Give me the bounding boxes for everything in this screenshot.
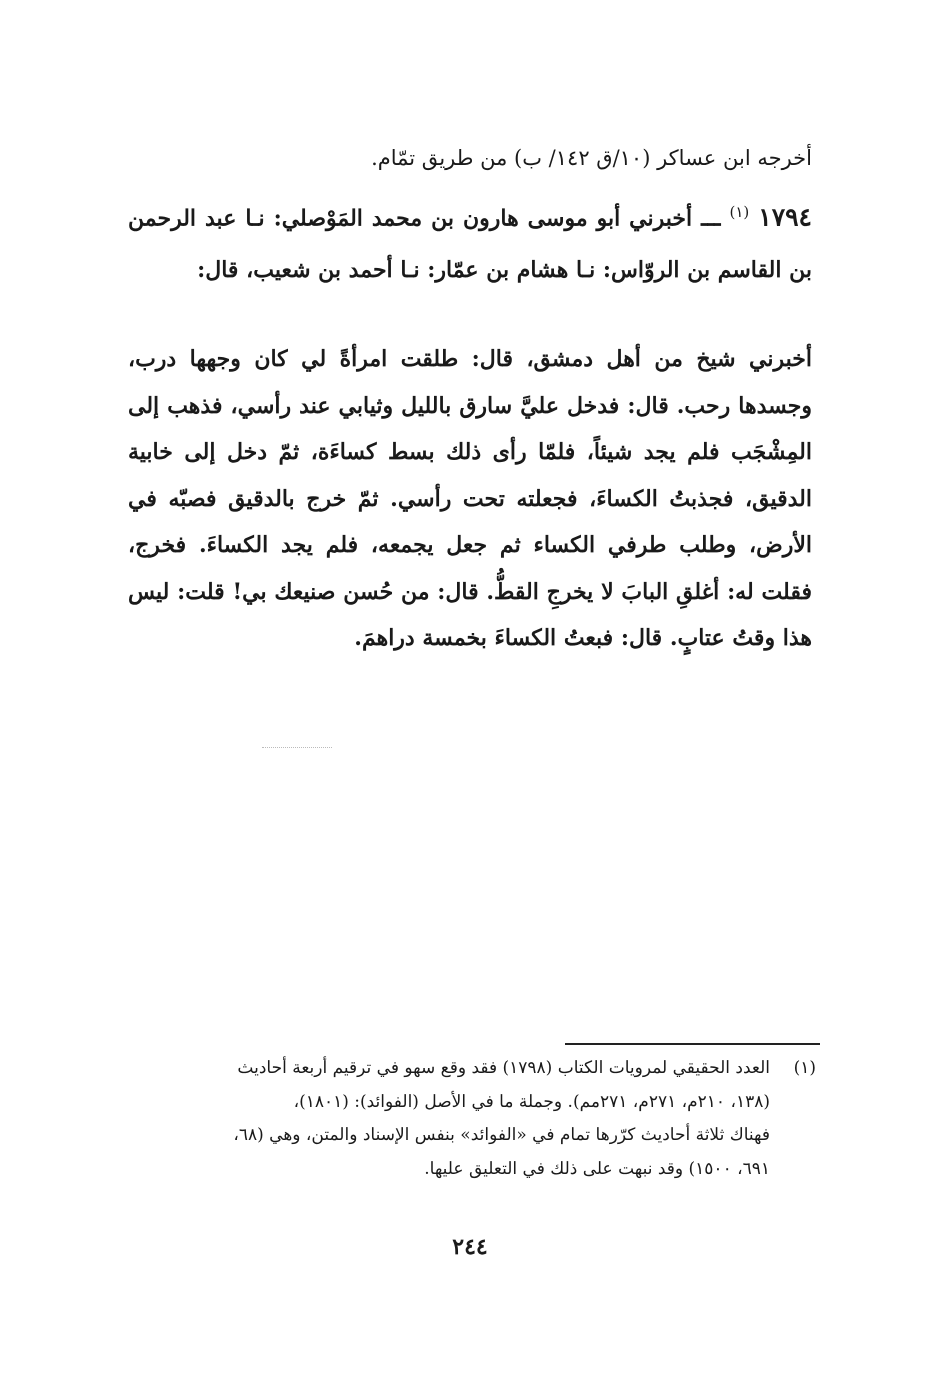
page-number: ٢٤٤ (452, 1234, 488, 1260)
source-note: أخرجه ابن عساكر (١٠/ق ١٤٢/ ب) من طريق تمّام. (371, 146, 812, 170)
footnotes-section (122, 1052, 816, 1186)
hadith-isnad: أخبرني أبو موسى هارون بن محمد المَوْصلي: نـا عبد الرحمن بن القاسم بن الروّاس: نـا هشام بن عمّار: نـا أحمد بن شعيب، قال: (128, 205, 812, 284)
footnote-reference: (١) (729, 203, 750, 221)
hadith-matn: أخبرني شيخ من أهل دمشق، قال: طلقت امرأةً لي كان وجهها درب، وجسدها رحب. قال: فدخل عليَّ سارق بالليل وثيابي عند رأسي، فذهب إلى المِشْجَب فلم يجد شيئاً، فلمّا رأى ذلك بسط كساءَة، ثمّ دخل إلى خابية الدقيق، فجذبتُ الكساءَ، فجعلته تحت رأسي. ثمّ خرج بالدقيق فصبّه في الأرض، وطلب طرفي الكساء ثم جعل يجمعه، فلم يجد الكساءَ. فخرج، فقلت له: أغلقِ البابَ لا يخرجِ القطُّ. قال: من حُسن صنيعك بي! قلت: ليس هذا وقتُ عتابٍ. قال: فبعتُ الكساءَ بخمسة دراهمَ. (128, 346, 812, 651)
footnote-separator (565, 1043, 820, 1045)
faint-ink-mark (262, 747, 332, 749)
hadith-isnad-paragraph (128, 186, 812, 296)
hadith-dash: ـــ (701, 205, 721, 232)
footnote-marker: (١) (793, 1058, 816, 1078)
footnote-line: (١٣٨، ٢١٠م، ٢٧١م، ٢٧١مم). وجملة ما في الأصل (الفوائد): (١٨٠١)، (293, 1091, 770, 1112)
footnote-line: ٦٩١، ١٥٠٠) وقد نبهت على ذلك في التعليق عليها. (424, 1158, 770, 1179)
footnote-line (122, 1052, 816, 1086)
hadith-number: ١٧٩٤ (758, 202, 812, 232)
footnote-text: العدد الحقيقي لمرويات الكتاب (١٧٩٨) فقد وقع سهو في ترقيم أربعة أحاديث (237, 1058, 770, 1078)
footnote-line: فهناك ثلاثة أحاديث كرّرها تمام في «الفوائد» بنفس الإسناد والمتن، وهي (٦٨، (233, 1125, 770, 1145)
